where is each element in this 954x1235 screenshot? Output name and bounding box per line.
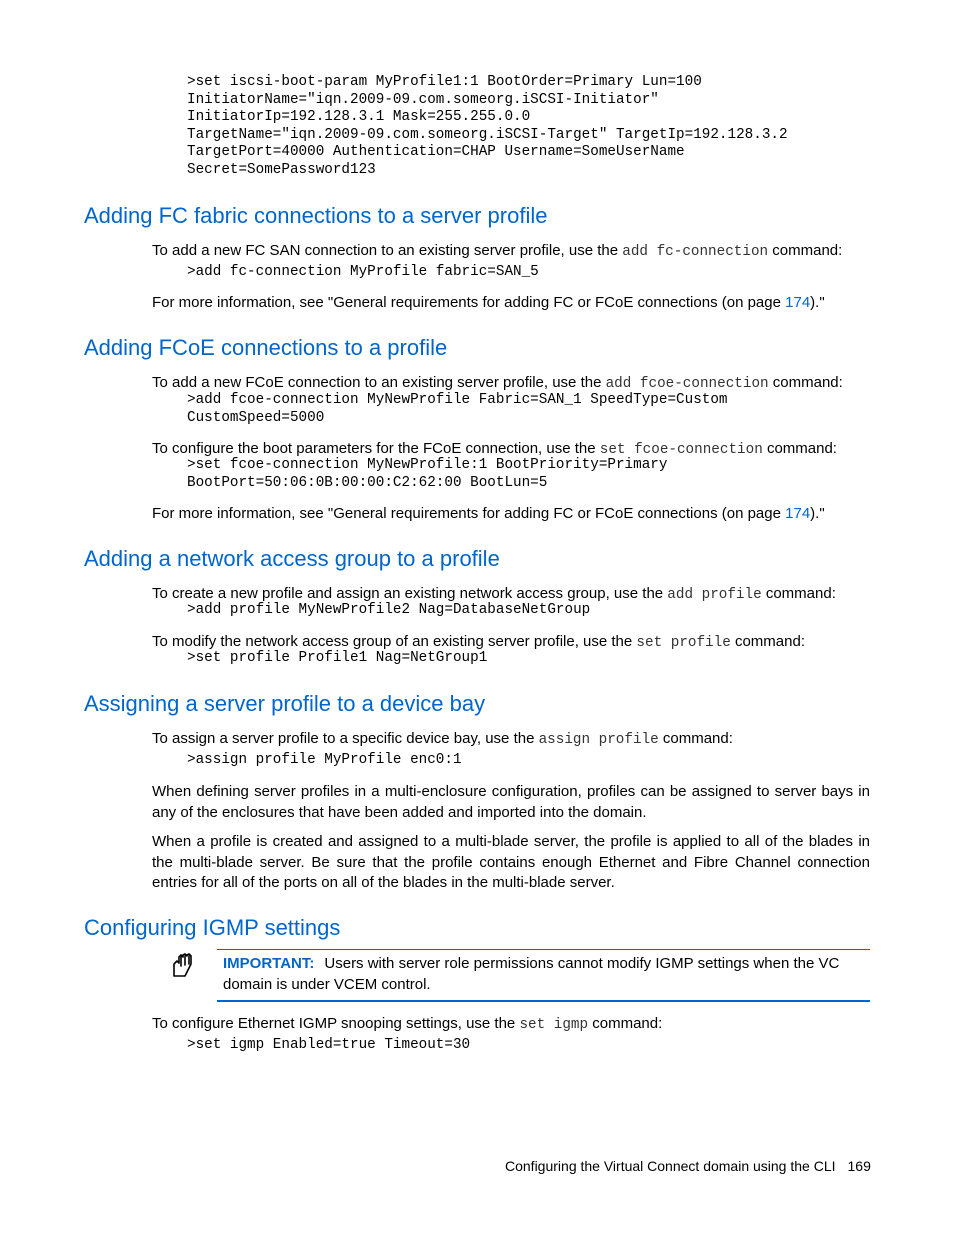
- fcoe-boot-intro: To configure the boot parameters for the FCoE connection, use the set fcoe-connection command:: [152, 440, 837, 458]
- important-text: Users with server role permissions cannot modify IGMP settings when the VC domain is under VCEM control.: [223, 955, 840, 993]
- fcoe-more-info: For more information, see "General requirements for adding FC or FCoE connections (on page 174).": [152, 505, 825, 522]
- nag-code-set: >set profile Profile1 Nag=NetGroup1: [187, 650, 488, 666]
- fcoe-code-boot: >set fcoe-connection MyNewProfile:1 BootPriority=Primary BootPort=50:06:0B:00:00:C2:62:00 BootLun=5: [187, 457, 668, 491]
- fcoe-page-link[interactable]: 174: [785, 505, 811, 522]
- fc-code: >add fc-connection MyProfile fabric=SAN_5: [187, 264, 539, 280]
- note-hand-icon: [170, 952, 196, 978]
- nag-heading: Adding a network access group to a profile: [84, 546, 500, 571]
- fcoe-heading: Adding FCoE connections to a profile: [84, 335, 448, 360]
- assign-para-multi-enclosure: When defining server profiles in a multi-enclosure configuration, profiles can be assigned to server bays in any of the enclosures that have been added and imported into the domain.: [152, 783, 870, 821]
- fc-intro: To add a new FC SAN connection to an existing server profile, use the add fc-connection command:: [152, 242, 843, 260]
- igmp-heading: Configuring IGMP settings: [84, 915, 341, 940]
- page-number: 169: [847, 1158, 871, 1174]
- nag-create-intro: To create a new profile and assign an existing network access group, use the add profile command:: [152, 585, 836, 603]
- assign-code: >assign profile MyProfile enc0:1: [187, 752, 462, 768]
- page-footer: [505, 1158, 871, 1174]
- fc-more-info: For more information, see "General requirements for adding FC or FCoE connections (on page 174).": [152, 294, 825, 311]
- nag-code-add: >add profile MyNewProfile2 Nag=DatabaseNetGroup: [187, 602, 591, 618]
- assign-para-multi-blade: When a profile is created and assigned to a multi-blade server, the profile is applied to all of the blades in the multi-blade server. Be sure that the profile contains enough Ethernet and Fibre Channel connection entries for all of the ports on all of the blades in the multi-blade server.: [152, 833, 870, 891]
- fcoe-intro: To add a new FCoE connection to an existing server profile, use the add fcoe-connection command:: [152, 374, 843, 392]
- igmp-code: >set igmp Enabled=true Timeout=30: [187, 1037, 471, 1053]
- nag-modify-intro: To modify the network access group of an existing server profile, use the set profile command:: [152, 633, 805, 651]
- assign-intro: To assign a server profile to a specific device bay, use the assign profile command:: [152, 730, 733, 748]
- important-label: IMPORTANT:: [223, 955, 315, 972]
- assign-heading: Assigning a server profile to a device bay: [84, 691, 486, 716]
- footer-title: Configuring the Virtual Connect domain using the CLI: [505, 1158, 836, 1174]
- important-note: [217, 949, 870, 1002]
- igmp-intro: To configure Ethernet IGMP snooping settings, use the set igmp command:: [152, 1015, 663, 1033]
- fc-page-link[interactable]: 174: [785, 294, 811, 311]
- iscsi-code-block: >set iscsi-boot-param MyProfile1:1 BootOrder=Primary Lun=100 InitiatorName="iqn.2009-09.com.someorg.iSCSI-Initiator" InitiatorIp=192.128.3.1 Mask=255.255.0.0 TargetName="iqn.2009-09.com.someorg.iSCSI-Target" TargetIp=192.128.3.2 TargetPort=40000 Authentication=CHAP Username=SomeUserName Secret=SomePassword123: [187, 74, 788, 178]
- fc-heading: Adding FC fabric connections to a server profile: [84, 203, 548, 228]
- fcoe-code-add: >add fcoe-connection MyNewProfile Fabric=SAN_1 SpeedType=Custom CustomSpeed=5000: [187, 392, 728, 426]
